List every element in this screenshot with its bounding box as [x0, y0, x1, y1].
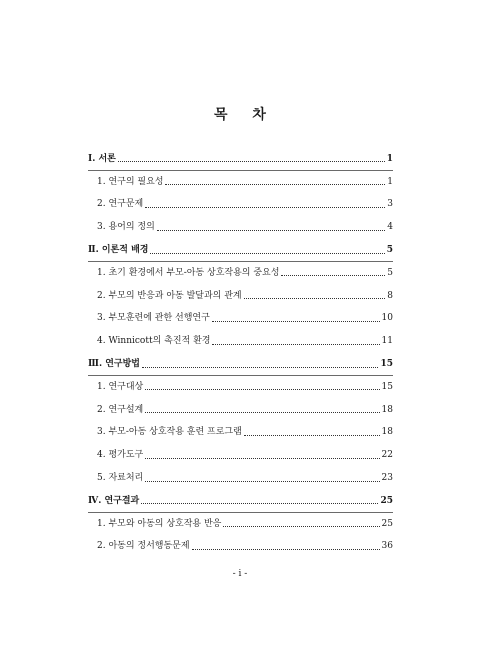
dot-leader	[165, 183, 385, 185]
toc-page-number: 3	[387, 199, 393, 210]
dot-leader	[142, 366, 378, 368]
dot-leader	[141, 502, 378, 504]
dot-leader	[157, 229, 385, 231]
toc-section-row[interactable]	[88, 536, 393, 559]
toc-entry-label: 2. 아동의 정서행동문제	[97, 541, 190, 552]
page-title: 목 차	[214, 107, 276, 123]
toc-section-row[interactable]	[88, 194, 393, 217]
toc-page-number: 22	[381, 450, 393, 461]
dot-leader	[150, 252, 384, 254]
toc-entry-label: 1. 초기 환경에서 부모-아동 상호작용의 중요성	[97, 267, 280, 278]
toc-page-number: 25	[381, 518, 393, 529]
toc-entry-label: 2. 부모의 반응과 아동 발달과의 관계	[97, 290, 242, 301]
toc-entry-label: 3. 부모-아동 상호작용 훈련 프로그램	[97, 427, 242, 438]
dot-leader	[192, 548, 380, 550]
toc-section-row[interactable]	[88, 171, 393, 194]
dot-leader	[223, 525, 379, 527]
toc-chapter-row[interactable]	[88, 353, 393, 376]
dot-leader	[244, 297, 386, 299]
table-of-contents	[88, 148, 393, 558]
page-footer: - i -	[232, 569, 248, 579]
dot-leader	[145, 206, 385, 208]
toc-entry-label: Ⅱ. 이론적 배경	[88, 245, 149, 256]
toc-page-number: 25	[380, 495, 393, 506]
toc-section-row[interactable]	[88, 262, 393, 285]
toc-section-row[interactable]	[88, 216, 393, 239]
toc-entry-label: 3. 부모훈련에 관한 선행연구	[97, 313, 210, 324]
dot-leader	[145, 480, 379, 482]
toc-chapter-row[interactable]	[88, 148, 393, 171]
toc-entry-label: 2. 연구문제	[97, 199, 144, 210]
toc-entry-label: Ⅲ. 연구방법	[88, 359, 141, 370]
dot-leader	[145, 388, 379, 390]
toc-section-row[interactable]	[88, 376, 393, 399]
toc-section-row[interactable]	[88, 444, 393, 467]
toc-page-number: 5	[387, 267, 393, 278]
toc-page-number: 1	[386, 153, 393, 164]
dot-leader	[212, 343, 379, 345]
toc-section-row[interactable]	[88, 285, 393, 308]
toc-section-row[interactable]	[88, 399, 393, 422]
toc-page-number: 23	[381, 473, 393, 484]
toc-section-row[interactable]	[88, 422, 393, 445]
toc-entry-label: 5. 자료처리	[97, 473, 144, 484]
dot-leader	[212, 320, 380, 322]
toc-entry-label: 4. Winnicott의 촉진적 환경	[97, 336, 211, 347]
dot-leader	[118, 160, 385, 162]
toc-section-row[interactable]	[88, 467, 393, 490]
toc-chapter-row[interactable]	[88, 490, 393, 513]
toc-chapter-row[interactable]	[88, 239, 393, 262]
toc-page-number: 15	[380, 359, 393, 370]
toc-page-number: 10	[381, 313, 393, 324]
toc-page-number: 15	[381, 381, 393, 392]
toc-page-number: 8	[387, 290, 393, 301]
toc-page-number: 1	[387, 176, 393, 187]
dot-leader	[244, 434, 380, 436]
toc-page-number: 5	[386, 245, 393, 256]
toc-entry-label: 2. 연구설계	[97, 404, 144, 415]
toc-entry-label: 3. 용어의 정의	[97, 222, 155, 233]
toc-entry-label: 4. 평가도구	[97, 450, 144, 461]
toc-section-row[interactable]	[88, 308, 393, 331]
toc-page-number: 18	[381, 427, 393, 438]
dot-leader	[281, 274, 385, 276]
toc-page-number: 4	[387, 222, 393, 233]
toc-entry-label: Ⅳ. 연구결과	[88, 495, 140, 506]
dot-leader	[145, 457, 379, 459]
toc-page-number: 36	[381, 541, 393, 552]
toc-page-number: 18	[381, 404, 393, 415]
toc-entry-label: 1. 부모와 아동의 상호작용 반응	[97, 518, 222, 529]
toc-section-row[interactable]	[88, 513, 393, 536]
toc-entry-label: 1. 연구의 필요성	[97, 176, 164, 187]
toc-section-row[interactable]	[88, 330, 393, 353]
dot-leader	[145, 411, 379, 413]
toc-entry-label: Ⅰ. 서론	[88, 153, 116, 164]
toc-page-number: 11	[381, 336, 393, 347]
toc-entry-label: 1. 연구대상	[97, 381, 144, 392]
